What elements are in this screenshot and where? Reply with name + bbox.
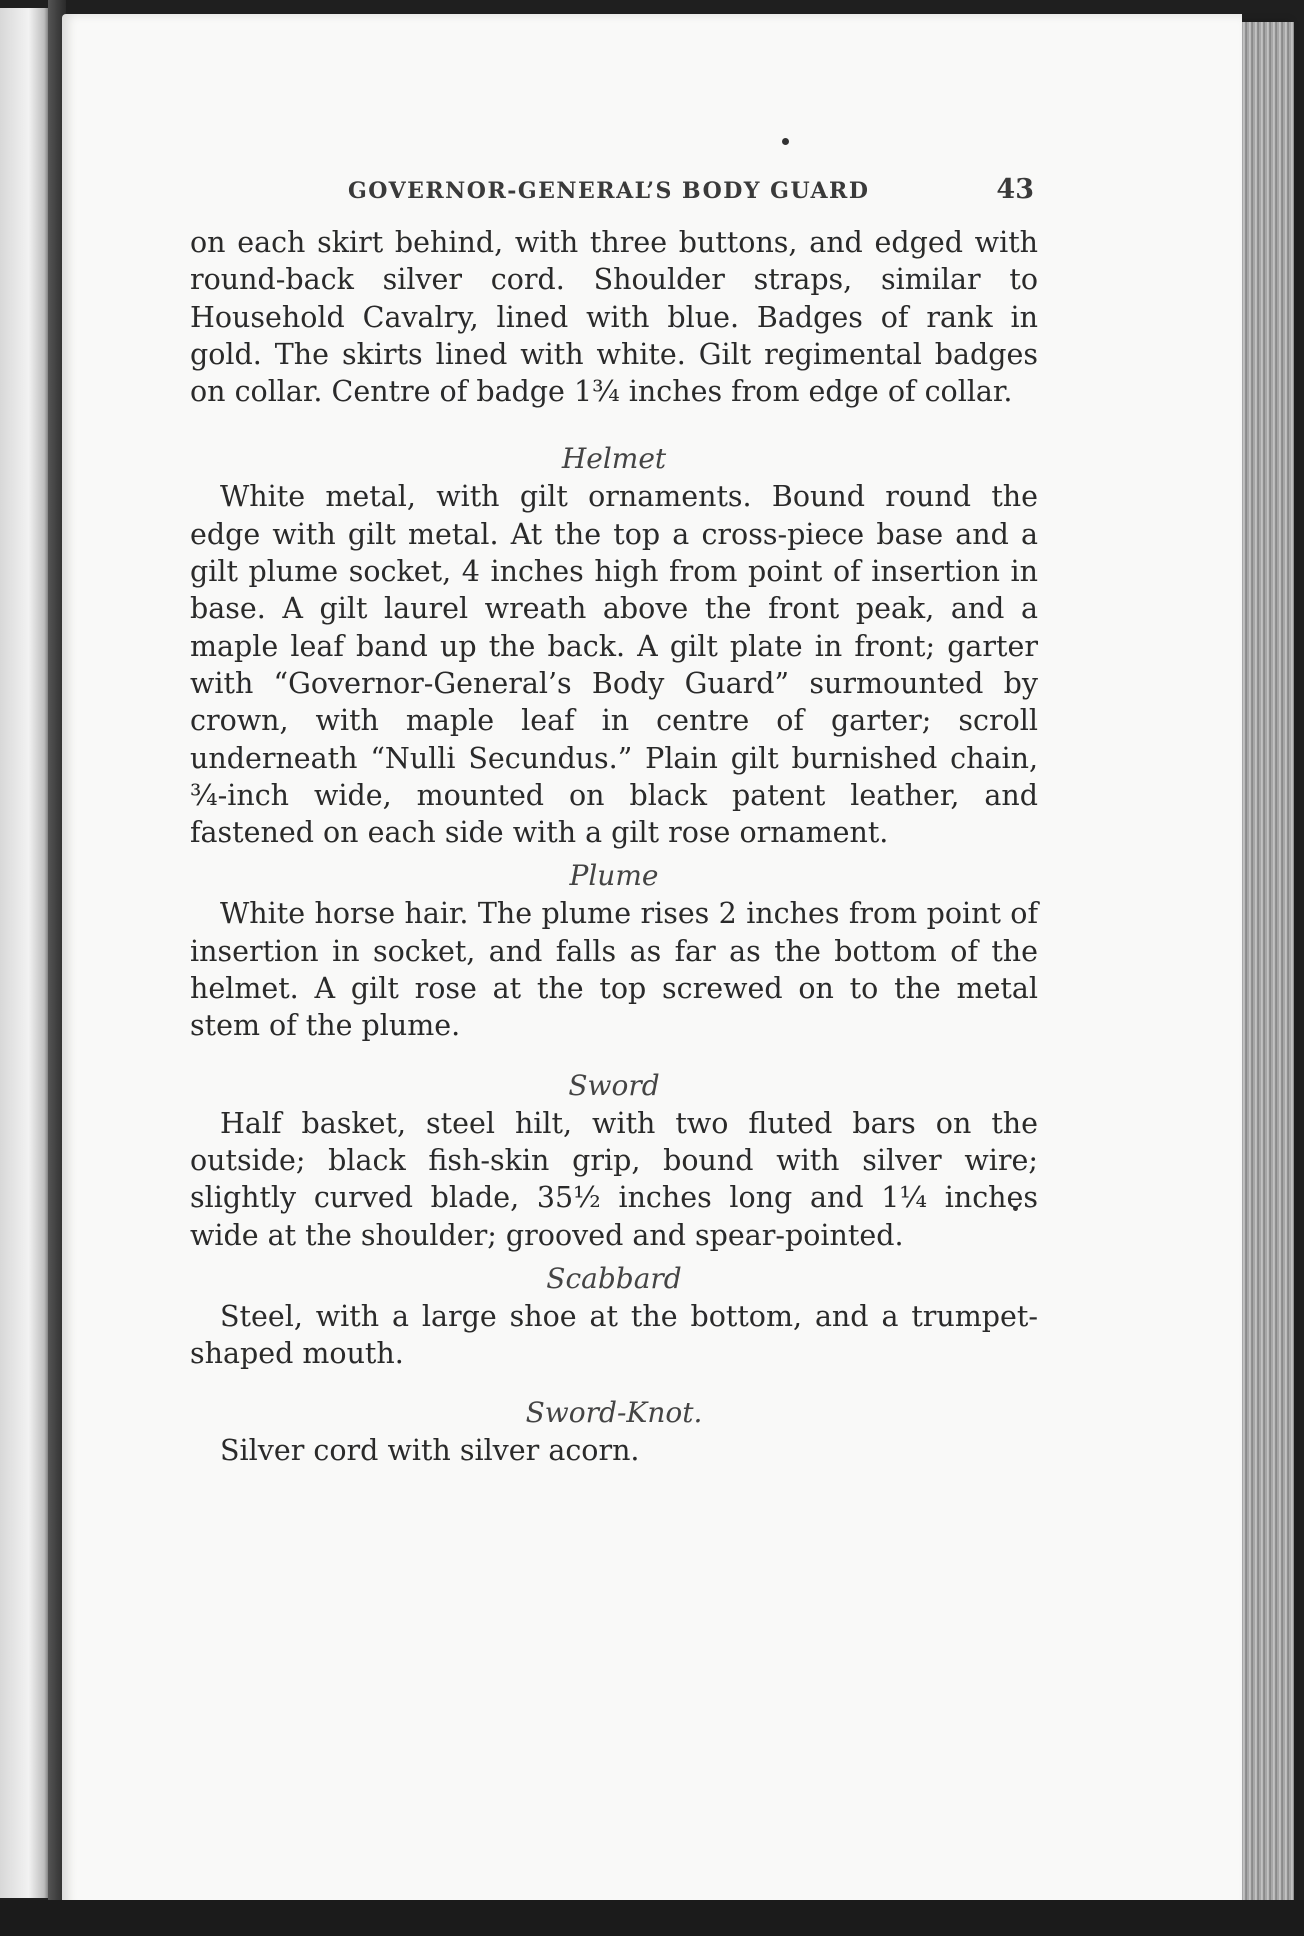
section-text-helmet: White metal, with gilt ornaments. Bound round the edge with gilt metal. At the top a cross-piece base and a gilt plume socket, 4 inches high from point of insertion in base. A gilt laurel wreath above the front peak, and a maple leaf band up the back. A gilt plate in front; garter with “Governor-General’s Body Guard” surmounted by crown, with maple leaf in centre of garter; scroll underneath “Nulli Secundus.” Plain gilt burnished chain, ¾-inch wide, mounted on black patent leather, and fastened on each side with a gilt rose ornament. bbox=[190, 480, 1038, 850]
section-heading-scabbard: Scabbard bbox=[546, 1261, 682, 1295]
section-heading-plume: Plume bbox=[569, 859, 659, 893]
intro-paragraph: on each skirt behind, with three buttons, and edged with round-back silver cord. Shoulder straps, similar to Household Cavalry, lined with blue. Badges of rank in gold. The skirts lined with white. Gilt regimental badges on collar. Centre of badge 1¾ inches from edge of collar. bbox=[190, 226, 1038, 409]
speck-mark bbox=[782, 138, 789, 145]
page-text-block bbox=[190, 170, 1038, 1470]
section-heading-sword-knot: Sword-Knot. bbox=[525, 1396, 703, 1430]
section-heading-helmet: Helmet bbox=[561, 442, 667, 476]
scan-bottom-edge bbox=[0, 1900, 1304, 1936]
facing-page-edge bbox=[0, 8, 52, 1898]
section-text-sword-knot: Silver cord with silver acorn. bbox=[220, 1434, 640, 1468]
page-edges-stack bbox=[1236, 22, 1294, 1904]
running-head bbox=[190, 170, 1038, 210]
running-title: GOVERNOR-GENERAL’S BODY GUARD bbox=[348, 178, 870, 204]
page-number: 43 bbox=[996, 174, 1034, 205]
section-text-plume: White horse hair. The plume rises 2 inches from point of insertion in socket, and falls as far as the bottom of the helmet. A gilt rose at the top screwed on to the metal stem of the plume. bbox=[190, 897, 1038, 1043]
section-heading-sword: Sword bbox=[568, 1068, 660, 1102]
section-text-scabbard: Steel, with a large shoe at the bottom, and a trumpet-shaped mouth. bbox=[190, 1299, 1038, 1371]
section-text-sword: Half basket, steel hilt, with two fluted bars on the outside; black fish-skin grip, bound with silver wire; slightly curved blade, 35½ inches long and 1¼ inches wide at the shoulder; grooved and spear-pointed. bbox=[190, 1106, 1038, 1252]
